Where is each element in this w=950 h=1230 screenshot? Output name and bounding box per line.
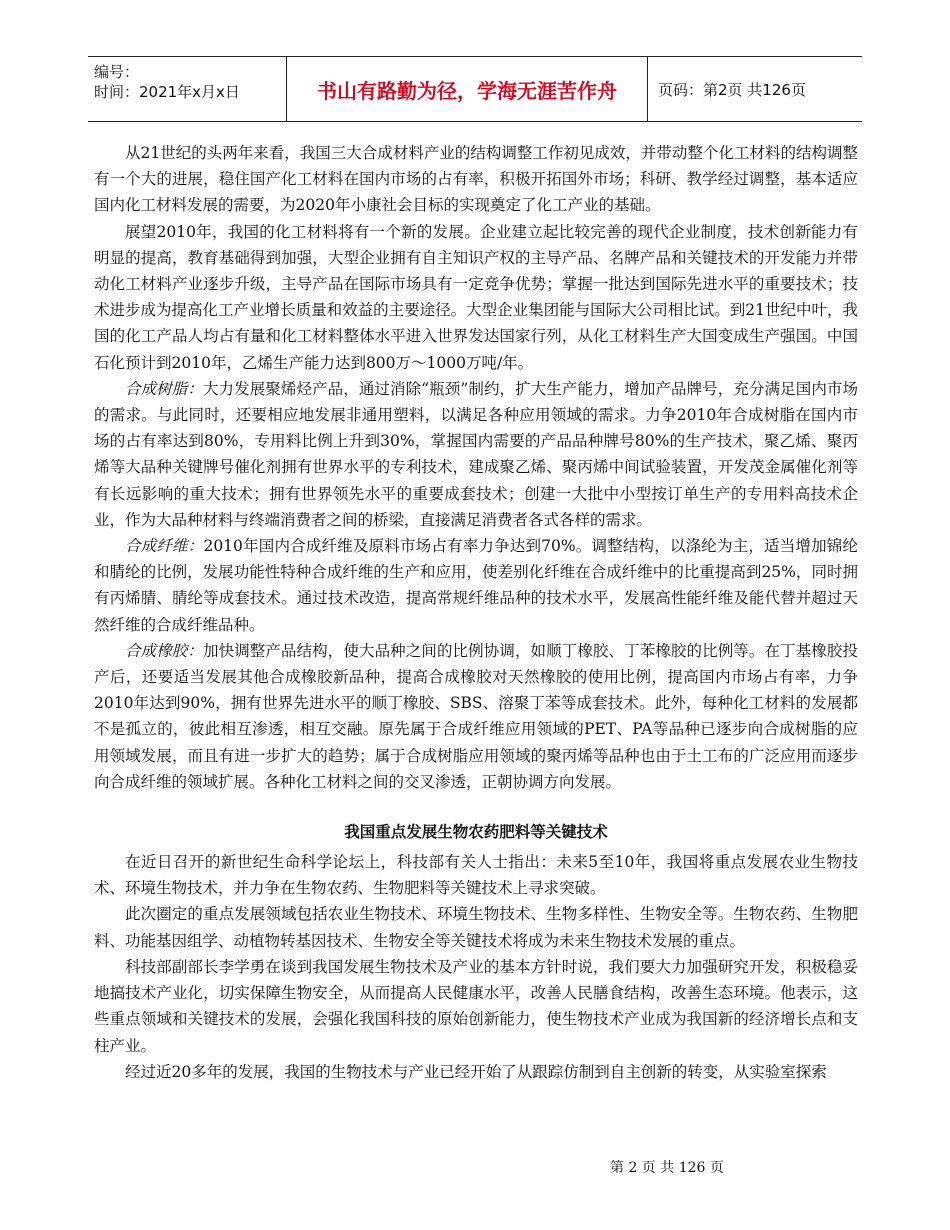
paragraph-resin [94, 376, 858, 533]
paragraph: 经过近20多年的发展，我国的生物技术与产业已经开始了从跟踪仿制到自主创新的转变，从实验室探索 [125, 1062, 827, 1081]
rubber-text: 加快调整产品结构，使大品种之间的比例协调，如顺丁橡胶、丁苯橡胶的比例等。在丁基橡胶投产后，还要适当发展其他合成橡胶新品种，提高合成橡胶对天然橡胶的使用比例，提高国内市场占有率，力争2010年达到90%，拥有世界先进水平的顺丁橡胶、SBS、溶聚丁苯等成套技术。此外，每种化工材料的发展都不是孤立的，彼此相互渗透，相互交融。原先属于合成纤维应用领域的PET、PA等品种已逐步向合成树脂的应用领域发展，而且有进一步扩大的趋势；属于合成树脂应用领域的聚丙烯等品种也由于土工布的广泛应用而逐步向合成纤维的领域扩展。各种化工材料之间的交叉渗透，正朝协调方向发展。 [94, 641, 858, 791]
fiber-text: 2010年国内合成纤维及原料市场占有率力争达到70%。调整结构，以涤纶为主，适当增加锦纶和腈纶的比例，发展功能性特种合成纤维的生产和应用，使差别化纤维在合成纤维中的比重提高到25%，同时拥有丙烯腈、腈纶等成套技术。通过技术改造，提高常规纤维品种的技术水平，发展高性能纤维及能代替并超过天然纤维的合成纤维品种。 [94, 537, 858, 634]
header-meta [88, 57, 286, 121]
paragraph-rubber [94, 638, 858, 795]
header-motto: 书山有路勤为径，学海无涯苦作舟 [286, 57, 648, 121]
paragraph: 展望2010年，我国的化工材料将有一个新的发展。企业建立起比较完善的现代企业制度，技术创新能力有明显的提高，教育基础得到加强，大型企业拥有自主知识产权的主导产品、名牌产品和关键技术的开发能力并带动化工材料产业逐步升级，主导产品在国际市场具有一定竞争优势；掌握一批达到国际先进水平的重要技术；技术进步成为提高化工产业增长质量和效益的主要途径。大型企业集团能与国际大公司相比试。到21世纪中叶，我国的化工产品人均占有量和化工材料整体水平进入世界发达国家行列，从化工材料生产大国变成生产强国。中国石化预计到2010年，乙烯生产能力达到800万～1000万吨/年。 [94, 222, 858, 372]
rubber-lead: 合成橡胶： [125, 641, 203, 660]
fiber-lead: 合成纤维： [125, 537, 204, 556]
page-footer: 第 2 页 共 126 页 [610, 1160, 724, 1176]
document-body [94, 140, 858, 1085]
page-header [88, 56, 862, 122]
resin-lead: 合成树脂： [125, 379, 203, 398]
resin-text: 大力发展聚烯烃产品，通过消除“瓶颈”制约，扩大生产能力，增加产品牌号，充分满足国内市场的需求。与此同时，还要相应地发展非通用塑料，以满足各种应用领域的需求。力争2010年合成树脂在国内市场的占有率达到80%，专用料比例上升到30%，掌握国内需要的产品品种牌号80%的生产技术，聚乙烯、聚丙烯等大品种关键牌号催化剂拥有世界水平的专利技术，建成聚乙烯、聚丙烯中间试验装置，开发茂金属催化剂等有长远影响的重大技术；拥有世界领先水平的重要成套技术；创建一大批中小型按订单生产的专用料高技术企业，作为大品种材料与终端消费者之间的桥梁，直接满足消费者各式各样的需求。 [94, 379, 858, 529]
header-page-info: 页码：第2页 共126页 [658, 80, 806, 99]
document-number-label: 编号： [94, 63, 140, 81]
paragraph: 此次圈定的重点发展领域包括农业生物技术、环境生物技术、生物多样性、生物安全等。生物农药、生物肥料、功能基因组学、动植物转基因技术、生物安全等关键技术将成为未来生物技术发展的重点。 [94, 905, 858, 950]
document-date: 时间：2021年x月x日 [94, 83, 240, 101]
paragraph: 在近日召开的新世纪生命科学论坛上，科技部有关人士指出：未来5至10年，我国将重点发展农业生物技术、环境生物技术，并力争在生物农药、生物肥料等关键技术上寻求突破。 [94, 853, 858, 898]
paragraph: 科技部副部长李学勇在谈到我国发展生物技术及产业的基本方针时说，我们要大力加强研究开发，积极稳妥地搞技术产业化，切实保障生物安全，从而提高人民健康水平，改善人民膳食结构，改善生态环境。他表示，这些重点领域和关键技术的发展，会强化我国科技的原始创新能力，使生物技术产业成为我国新的经济增长点和支柱产业。 [94, 957, 858, 1055]
paragraph-fiber [94, 533, 858, 638]
section-title: 我国重点发展生物农药肥料等关键技术 [344, 823, 608, 842]
paragraph: 从21世纪的头两年来看，我国三大合成材料产业的结构调整工作初见成效，并带动整个化工材料的结构调整有一个大的进展，稳住国产化工材料在国内市场的占有率，积极开拓国外市场；科研、教学经过调整，基本适应国内化工材料发展的需要，为2020年小康社会目标的实现奠定了化工产业的基础。 [94, 144, 858, 215]
